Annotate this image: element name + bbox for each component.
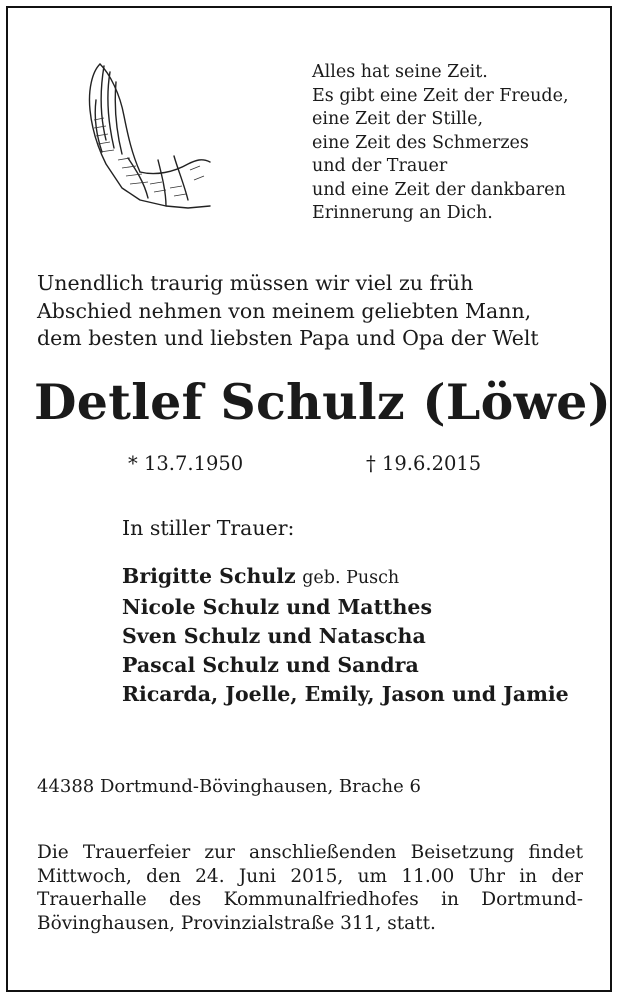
mourner-name: Pascal Schulz und Sandra xyxy=(122,653,419,677)
quote-line: eine Zeit des Schmerzes xyxy=(312,132,529,153)
mourner-name: Ricarda, Joelle, Emily, Jason und Jamie xyxy=(122,682,569,706)
mourner-item xyxy=(122,622,569,651)
ceremony-line: Die Trauerfeier zur anschließenden Beisetzung findet xyxy=(37,842,583,863)
deceased-name: Detlef Schulz (Löwe) xyxy=(34,373,612,431)
mourner-item xyxy=(122,593,569,622)
intro-line: Abschied nehmen von meinem geliebten Mann, xyxy=(37,298,532,323)
mourner-name: Sven Schulz und Natascha xyxy=(122,624,426,648)
mourner-item xyxy=(122,680,569,709)
quote-line: und der Trauer xyxy=(312,156,448,176)
death-date: † 19.6.2015 xyxy=(366,452,482,475)
mourner-note: geb. Pusch xyxy=(302,568,400,588)
quote-line: Alles hat seine Zeit. xyxy=(312,62,488,82)
intro-line: Unendlich traurig müssen wir viel zu früh xyxy=(37,271,474,295)
praying-hands-icon xyxy=(70,60,215,210)
intro-text xyxy=(37,270,539,353)
mourners-list xyxy=(122,562,569,709)
mourner-item xyxy=(122,651,569,680)
birth-date: * 13.7.1950 xyxy=(128,452,244,475)
mourner-name: Brigitte Schulz xyxy=(122,564,296,588)
mourner-name: Nicole Schulz und Matthes xyxy=(122,595,432,619)
quote-line: und eine Zeit der dankbaren xyxy=(312,179,566,200)
mourning-label: In stiller Trauer: xyxy=(122,516,295,540)
quote-line: eine Zeit der Stille, xyxy=(312,109,484,129)
ceremony-line: Mittwoch, den 24. Juni 2015, um 11.00 Uhr in der xyxy=(37,865,583,887)
ceremony-line: Trauerhalle des Kommunalfriedhofes in Dortmund- xyxy=(37,889,583,910)
ceremony-notice xyxy=(37,841,583,935)
quote-line: Es gibt eine Zeit der Freude, xyxy=(312,85,569,106)
mourner-item xyxy=(122,562,569,593)
family-address: 44388 Dortmund-Bövinghausen, Brache 6 xyxy=(37,776,421,797)
ceremony-line: Bövinghausen, Provinzialstraße 311, statt. xyxy=(37,912,436,934)
intro-line: dem besten und liebsten Papa und Opa der Welt xyxy=(37,326,539,350)
quote-line: Erinnerung an Dich. xyxy=(312,203,493,223)
quote-block xyxy=(312,61,569,226)
